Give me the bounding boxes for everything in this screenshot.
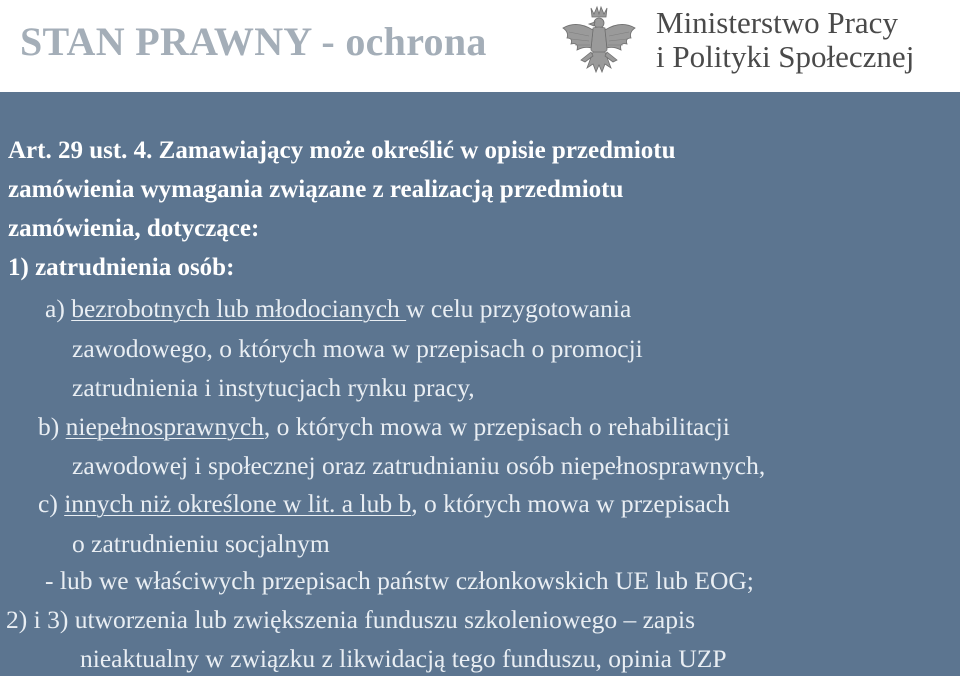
item-c-prefix: c) — [38, 489, 65, 518]
slide-title: STAN PRAWNY - ochrona — [20, 19, 487, 64]
point-2-3-line-1: 2) i 3) utworzenia lub zwiększenia funduszu szkoleniowego – zapis — [6, 605, 695, 634]
ministry-name-line1: Ministerstwo Pracy — [656, 5, 898, 40]
slide-body — [0, 92, 960, 676]
article-line-1: Art. 29 ust. 4. Zamawiający może określić w opisie przedmiotu — [8, 137, 676, 164]
item-b-prefix: b) — [38, 412, 66, 441]
ministry-logo-text — [656, 6, 914, 74]
item-c-link: innych niż określone w lit. a lub b — [64, 489, 412, 518]
item-b-line-2: zawodowej i społecznej oraz zatrudnianiu osób niepełnosprawnych, — [72, 451, 766, 480]
ministry-name-line2: i Polityki Społecznej — [656, 39, 915, 74]
item-a-line-1 — [45, 294, 631, 324]
polish-eagle-emblem-icon — [555, 2, 643, 88]
article-line-3: zamówienia, dotyczące: — [8, 215, 260, 242]
item-a-link: bezrobotnych lub młodocianych — [71, 294, 407, 323]
dash-line: - lub we właściwych przepisach państw członkowskich UE lub EOG; — [45, 566, 754, 595]
item-b-rest: , o których mowa w przepisach o rehabilitacji — [263, 412, 730, 441]
item-c-line-2: o zatrudnieniu socjalnym — [72, 529, 330, 558]
item-c-rest: , o których mowa w przepisach — [411, 489, 730, 518]
item-a-line-2: zawodowego, o których mowa w przepisach o promocji — [72, 334, 643, 363]
point-2-3-line-2: nieaktualny w związku z likwidacją tego funduszu, opinia UZP — [80, 644, 727, 673]
slide-header — [0, 0, 960, 92]
item-b-line-1 — [38, 412, 730, 442]
item-a-prefix: a) — [45, 294, 72, 323]
item-a-line-3: zatrudnienia i instytucjach rynku pracy, — [72, 373, 475, 402]
article-line-2: zamówienia wymagania związane z realizacją przedmiotu — [8, 176, 624, 203]
item-a-rest: w celu przygotowania — [406, 294, 632, 323]
item-b-link: niepełnosprawnych — [65, 412, 264, 441]
item-c-line-1 — [38, 489, 730, 519]
point-1-heading: 1) zatrudnienia osób: — [8, 254, 235, 281]
